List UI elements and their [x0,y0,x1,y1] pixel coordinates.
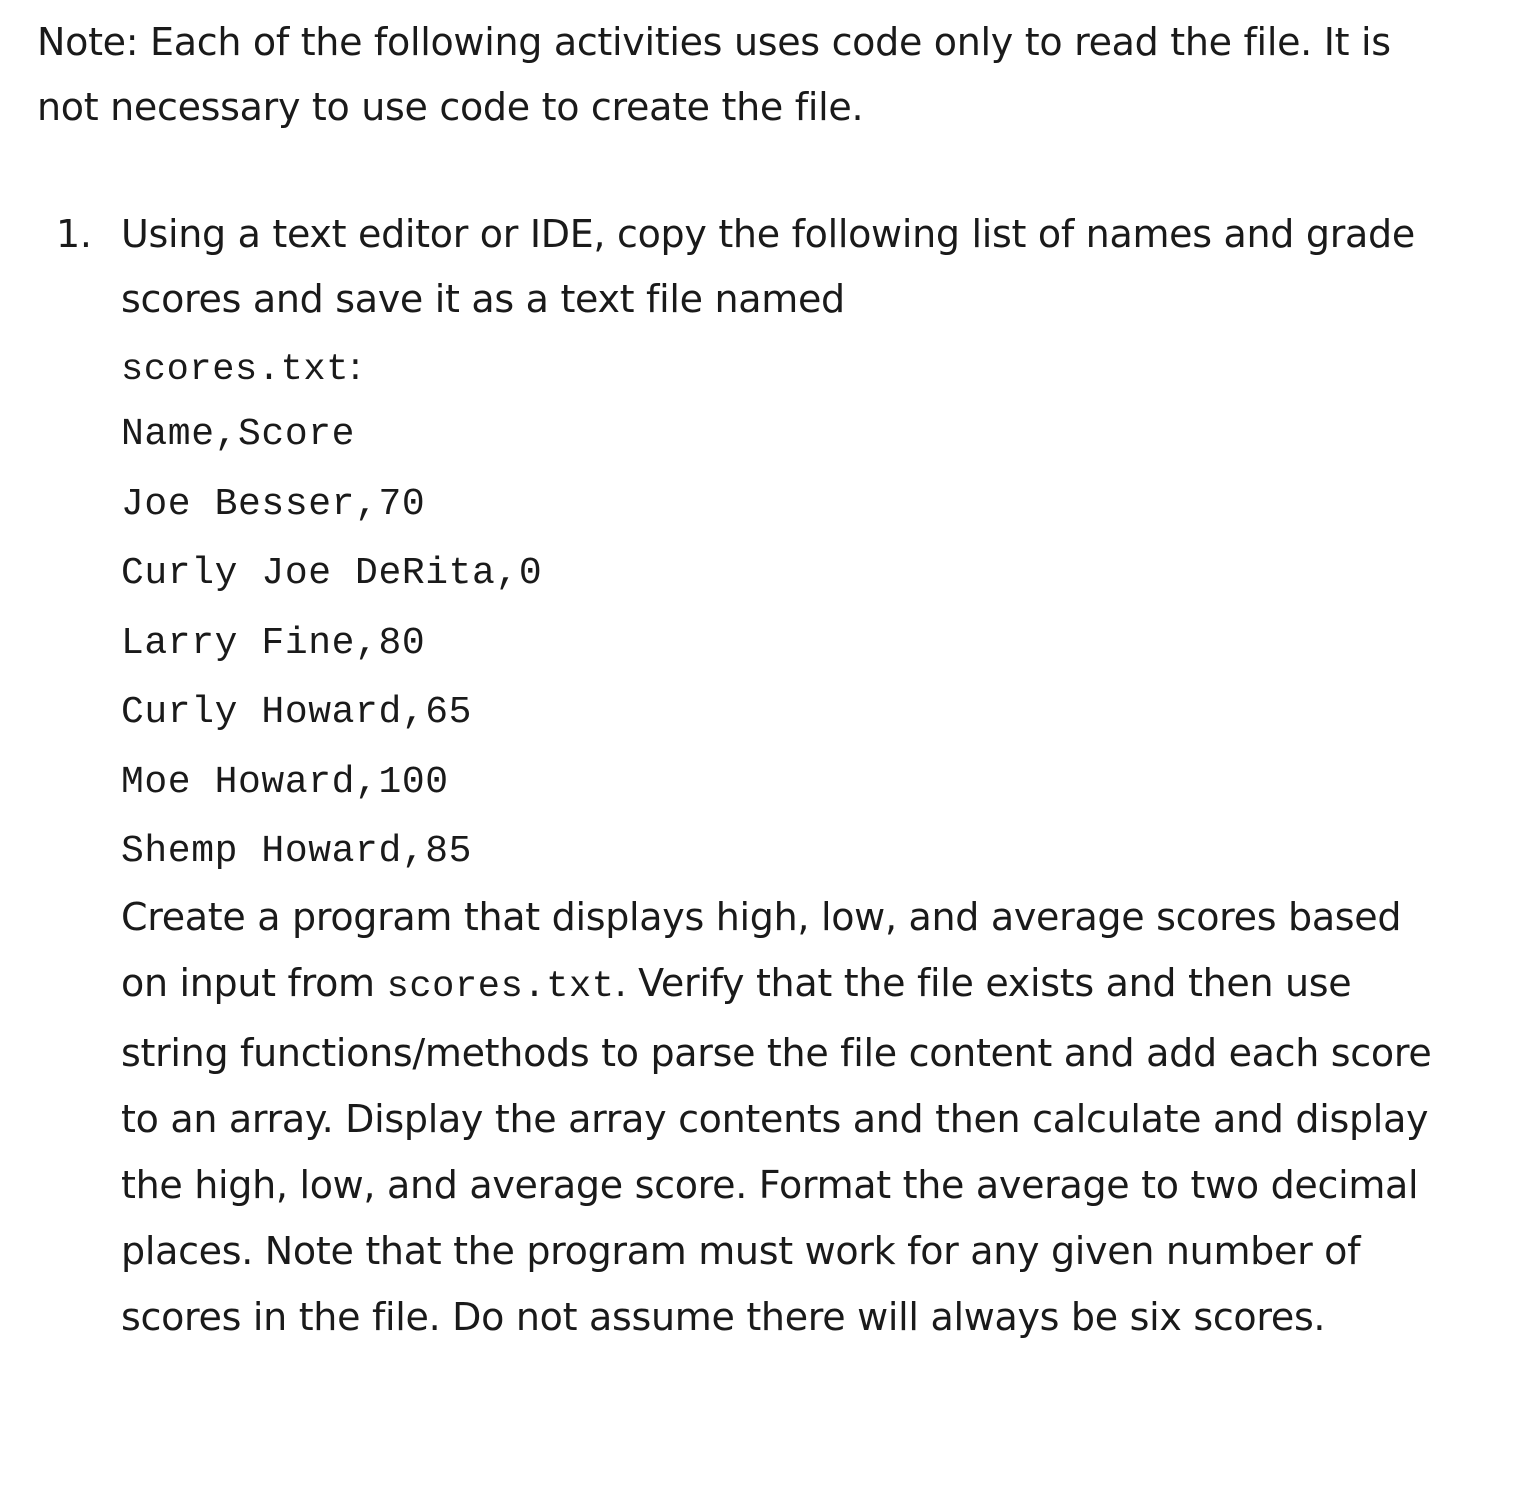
instructions-text-after: . Verify that the file exists and then use string functions/methods to parse the file content and add each score to an array. Display the array contents and then calculate and display the high, low, and average score. Format the average to two decimal places. Note that the program must work for any given number of scores in the file. Do not assume there will always be six scores. [121,960,1432,1339]
list-item-body [121,202,1451,1350]
intro-text: Using a text editor or IDE, copy the following list of names and grade scores and save it as a text file named [121,212,1415,321]
file-line: Larry Fine,80 [121,621,426,665]
filename-code: scores.txt [121,349,350,391]
file-line: Curly Howard,65 [121,691,473,734]
file-line: Joe Besser,70 [121,482,426,526]
instructions-text-before: Create a program that displays high, low, and average scores based on input from [121,894,1402,1005]
intro-paragraph [121,202,1451,332]
file-line: Moe Howard,100 [121,760,449,804]
list-item-number: 1. [56,212,92,256]
instructions-filename-code: scores.txt [386,965,615,1008]
filename-suffix: : [349,344,362,388]
file-contents [121,400,1451,887]
file-line: Curly Joe DeRita,0 [121,552,543,595]
filename-line [121,332,1451,400]
note-paragraph: Note: Each of the following activities uses code only to read the file. It is not necessary to use code to create the file. [37,20,1391,129]
instructions-paragraph [121,884,1451,1350]
file-line: Shemp Howard,85 [121,830,473,873]
file-line: Name,Score [121,413,356,456]
